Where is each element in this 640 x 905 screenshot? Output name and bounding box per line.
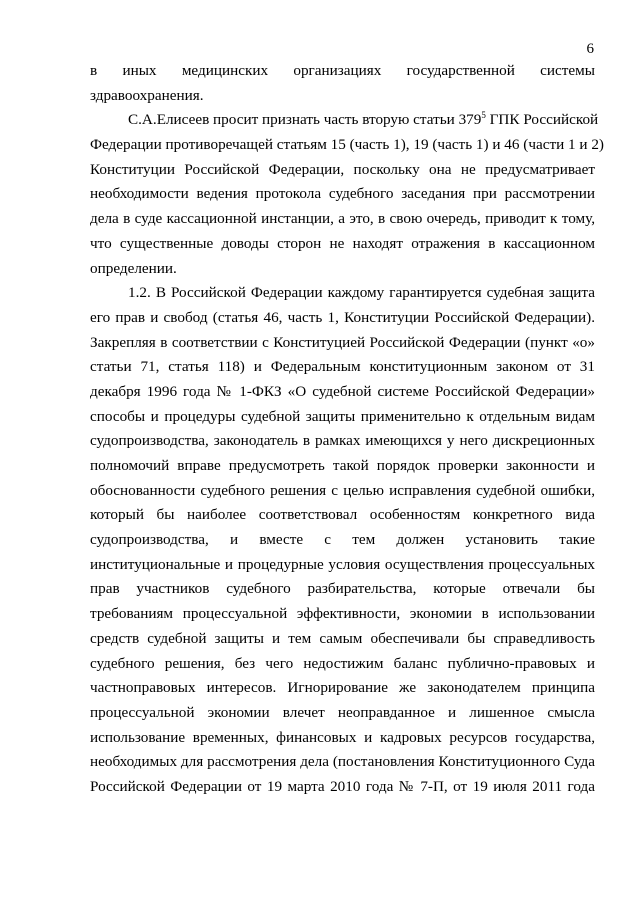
superscript: 5 [481, 110, 486, 121]
text-line [90, 602, 595, 627]
text-line [90, 750, 595, 775]
text-line [90, 726, 595, 751]
text-line-content: статьи 71, статья 118) и Федеральным конституционным законом от 31 [90, 358, 595, 376]
text-line [90, 84, 595, 109]
text-line-content: способы и процедуры судебной защиты применительно к отдельным видам [90, 407, 595, 425]
text-line [90, 207, 595, 232]
text-line-content: Российской Федерации от 19 марта 2010 года № 7-П, от 19 июля 2011 года [90, 777, 595, 795]
text-line-content: требованиям процессуальной эффективности, экономии в использовании [90, 605, 595, 623]
text-line [90, 380, 595, 405]
text-line [90, 454, 595, 479]
text-line-content: прав участников судебного разбирательства, которые отвечали бы [90, 580, 595, 598]
text-line [90, 257, 595, 282]
text-line [90, 503, 595, 528]
text-line-content: дела в суде кассационной инстанции, а это, в свою очередь, приводит к тому, [90, 210, 595, 228]
text-line-content: судебного решения, без чего недостижим баланс публично-правовых и [90, 654, 595, 672]
text-line [90, 306, 595, 331]
text-line-content: судопроизводства, и вместе с тем должен установить такие [90, 531, 595, 549]
text-line [90, 331, 595, 356]
text-line-content: процессуальной экономии влечет неоправданное и лишенное смысла [90, 703, 595, 721]
text-line [90, 701, 595, 726]
text-line-content: обоснованности судебного решения с целью исправления судебной ошибки, [90, 481, 595, 499]
text-line-continuation: ГПК Российской [485, 111, 599, 129]
text-line-content: который бы наиболее соответствовал особенностям конкретного вида [90, 506, 595, 524]
text-line-content: Федерации противоречащей статьям 15 (часть 1), 19 (часть 1) и 46 (части 1 и 2) [90, 136, 604, 154]
text-line-content: в иных медицинских организациях государственной системы [90, 62, 595, 79]
text-line [90, 528, 595, 553]
text-line [90, 182, 595, 207]
text-line [90, 553, 595, 578]
text-line [90, 479, 595, 504]
text-line [90, 676, 595, 701]
text-line-content: 1.2. В Российской Федерации каждому гарантируется судебная защита [128, 284, 595, 302]
text-line-content: Закрепляя в соответствии с Конституцией Российской Федерации (пункт «о» [90, 333, 595, 351]
text-line-content: использование временных, финансовых и кадровых ресурсов государства, [90, 728, 595, 746]
text-line-content: полномочий вправе предусмотреть такой порядок проверки законности и [90, 457, 595, 474]
text-line [90, 232, 595, 257]
body-text [90, 59, 604, 800]
text-line-content: С.А.Елисеев просит признать часть вторую статьи 379 [128, 111, 482, 129]
text-line [90, 577, 595, 602]
text-line-content: Конституции Российской Федерации, поскольку она не предусматривает [90, 160, 595, 178]
text-line-content: необходимых для рассмотрения дела (постановления Конституционного Суда [90, 753, 595, 771]
text-line-content: средств судебной защиты и тем самым обеспечивали бы справедливость [90, 629, 595, 647]
text-line [90, 652, 595, 677]
text-line [90, 627, 595, 652]
text-line-content: институциональные и процедурные условия осуществления процессуальных [90, 555, 595, 573]
text-line [90, 775, 595, 800]
text-line-content: что существенные доводы сторон не находят отражения в кассационном [90, 234, 595, 252]
text-line [90, 59, 595, 84]
text-line-content: судопроизводства, законодатель в рамках имеющихся у него дискреционных [90, 432, 595, 450]
text-line-content: здравоохранения. [90, 86, 204, 104]
text-line [90, 355, 595, 380]
text-line-content: необходимости ведения протокола судебного заседания при рассмотрении [90, 185, 595, 203]
text-line [90, 108, 599, 133]
text-line [90, 405, 595, 430]
text-line [90, 281, 595, 306]
text-line [90, 133, 604, 158]
text-line-content: его прав и свобод (статья 46, часть 1, Конституции Российской Федерации). [90, 308, 595, 326]
text-line-content: декабря 1996 года № 1-ФКЗ «О судебной системе Российской Федерации» [90, 382, 595, 400]
text-line-content: частноправовых интересов. Игнорирование же законодателем принципа [90, 679, 595, 697]
text-line [90, 429, 595, 454]
page-number: 6 [586, 41, 594, 57]
text-line [90, 158, 595, 183]
text-line-content: определении. [90, 259, 177, 277]
